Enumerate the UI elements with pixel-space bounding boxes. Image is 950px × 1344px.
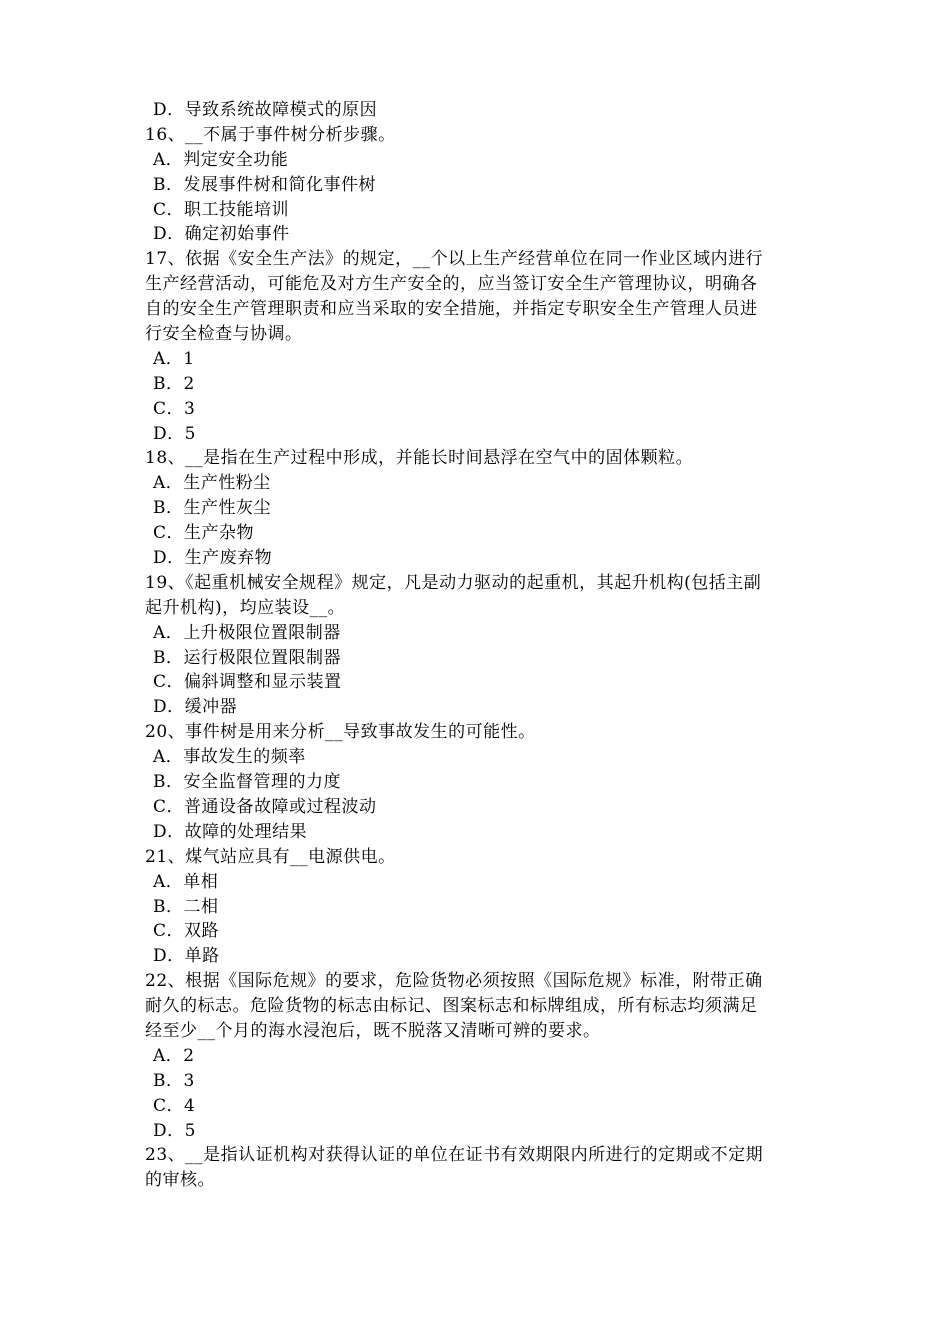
question-text-line: 自的安全生产管理职责和应当采取的安全措施，并指定专职安全生产管理人员进 (145, 299, 758, 320)
answer-option: A．判定安全功能 (153, 149, 289, 170)
answer-option: C．职工技能培训 (153, 199, 290, 220)
question-text-line: 起升机构)，均应装设__。 (145, 597, 346, 618)
question-text-line: 行安全检查与协调。 (145, 324, 303, 345)
answer-option: C．4 (153, 1095, 196, 1116)
question-text-line: 21、煤气站应具有__电源供电。 (145, 846, 396, 867)
answer-option: A．上升极限位置限制器 (153, 622, 341, 643)
answer-option: C．普通设备故障或过程波动 (153, 796, 377, 817)
answer-option: D．缓冲器 (153, 697, 238, 718)
answer-option: B．发展事件树和简化事件树 (153, 174, 376, 195)
answer-option: A．事故发生的频率 (153, 747, 306, 768)
answer-option: B．生产性灰尘 (153, 498, 271, 519)
question-text-line: 18、__是指在生产过程中形成，并能长时间悬浮在空气中的固体颗粒。 (145, 448, 694, 469)
question-text-line: 经至少__个月的海水浸泡后，既不脱落又清晰可辨的要求。 (145, 1020, 601, 1041)
question-text-line: 16、__不属于事件树分析步骤。 (145, 124, 396, 145)
answer-option: A．1 (153, 348, 195, 369)
answer-option: D．生产废弃物 (153, 548, 273, 569)
answer-option: D．确定初始事件 (153, 224, 290, 245)
question-text-line: 19、《起重机械安全规程》规定，凡是动力驱动的起重机，其起升机构(包括主副 (145, 572, 762, 593)
answer-option: C．生产杂物 (153, 523, 255, 544)
question-text-line: 生产经营活动，可能危及对方生产安全的，应当签订安全生产管理协议，明确各 (145, 274, 758, 295)
answer-option: B．二相 (153, 896, 219, 917)
answer-option: D．故障的处理结果 (153, 821, 308, 842)
answer-option: A．单相 (153, 871, 219, 892)
question-text-line: 23、__是指认证机构对获得认证的单位在证书有效期限内所进行的定期或不定期 (145, 1145, 764, 1166)
answer-option: A．生产性粉尘 (153, 473, 271, 494)
answer-option: B．运行极限位置限制器 (153, 647, 341, 668)
question-text-line: 17、依据《安全生产法》的规定，__个以上生产经营单位在同一作业区域内进行 (145, 249, 764, 270)
answer-option: B．安全监督管理的力度 (153, 772, 341, 793)
answer-option: B．2 (153, 373, 195, 394)
answer-option: C．偏斜调整和显示装置 (153, 672, 342, 693)
question-text-line: 22、根据《国际危规》的要求，危险货物必须按照《国际危规》标准，附带正确 (145, 971, 763, 992)
answer-option: D．5 (153, 1120, 196, 1141)
answer-option: A．2 (153, 1045, 195, 1066)
answer-option: D．单路 (153, 946, 220, 967)
answer-option: B．3 (153, 1070, 195, 1091)
question-text-line: 20、事件树是用来分析__导致事故发生的可能性。 (145, 722, 536, 743)
question-list (145, 98, 815, 1193)
question-text-line: 的审核。 (145, 1170, 215, 1191)
answer-option: C．3 (153, 398, 196, 419)
answer-option: C．双路 (153, 921, 220, 942)
answer-option: D．5 (153, 423, 196, 444)
question-text-line: 耐久的标志。危险货物的标志由标记、图案标志和标牌组成，所有标志均须满足 (145, 996, 758, 1017)
answer-option: D．导致系统故障模式的原因 (153, 100, 378, 120)
